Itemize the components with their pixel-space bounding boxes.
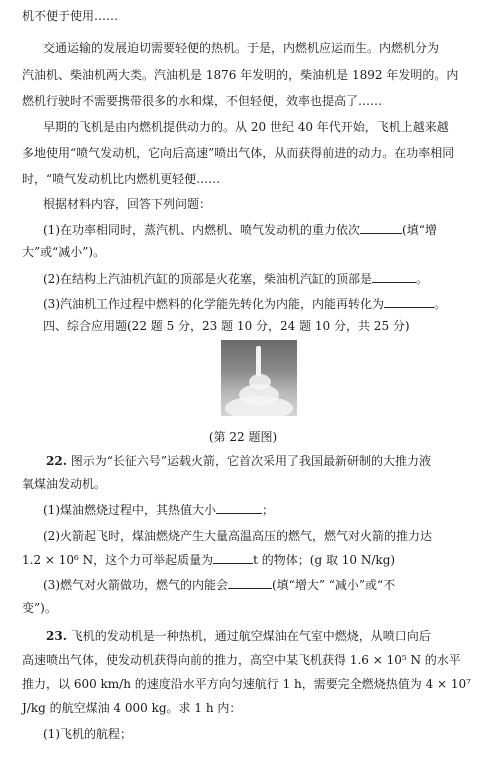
question-3-end: 。 [434,297,447,311]
text-line: 推力，以 600 km/h 的速度沿水平方向匀速航行 1 h，需要完全燃烧热值为 4 × 10⁷ [22,677,471,691]
problem-23 [46,628,486,644]
text-line: 燃机行驶时不需要携带很多的水和煤，不但轻便，效率也提高了…… [22,94,383,108]
question-hint: (填“增大” “减小”或“不 [272,578,396,592]
answer-blank[interactable] [360,221,402,234]
answer-blank[interactable] [213,551,253,564]
question-2 [43,270,486,287]
text-line: J/kg 的航空煤油 4 000 kg。求 1 h 内： [22,701,242,715]
question-text: (1)煤油燃烧过程中，其热值大小 [43,503,216,517]
question-end: ； [262,503,275,517]
question-1-text: (1)在功率相同时，蒸汽机、内燃机、喷气发动机的重力依次 [43,223,361,237]
text-line: 时，“喷气发动机比内燃机更轻便…… [22,172,221,186]
answer-blank[interactable] [216,501,262,514]
text-line: 机不便于使用…… [22,9,119,23]
question-end: t 的物体；(g 取 10 N/kg) [253,553,396,567]
problem-number: 22. [46,454,67,468]
text-line: 汽油机、柴油机两大类。汽油机是 1876 年发明的，柴油机是 1892 年发明的。内 [22,68,459,82]
question-22-3 [43,576,486,593]
text-line: 氧煤油发动机。 [22,477,107,491]
text-line: (1)飞机的航程； [43,727,132,741]
rocket-launch-photo [221,340,297,416]
question-3-text: (3)汽油机工作过程中燃料的化学能先转化为内能，内能再转化为 [43,297,385,311]
question-text: (3)燃气对火箭做功，燃气的内能会 [43,578,228,592]
text-line: 交通运输的发展迫切需要轻便的热机。于是，内燃机应运而生。内燃机分为 [43,41,440,55]
problem-number: 23. [46,629,67,643]
text-line: (2)火箭起飞时，煤油燃烧产生大量高温高压的燃气，燃气对火箭的推力达 [43,529,433,543]
text-line: 高速喷出气体，使发动机获得向前的推力，高空中某飞机获得 1.6 × 10⁵ N 的水平 [22,653,461,667]
question-3 [43,295,486,312]
problem-22-text: 图示为“长征六号”运载火箭，它首次采用了我国最新研制的大推力液 [70,454,431,468]
section-heading: 四、综合应用题(22 题 5 分，23 题 10 分，24 题 10 分，共 25 分) [43,319,410,333]
problem-22 [46,453,486,469]
question-1 [43,221,486,238]
question-22-1 [43,501,486,518]
answer-blank[interactable] [384,295,434,308]
question-text: 1.2 × 10⁶ N，这个力可举起质量为 [22,553,214,567]
question-1-hint: (填“增 [402,223,437,237]
text-line: 早期的飞机是由内燃机提供动力的。从 20 世纪 40 年代开始，飞机上越来越 [43,120,449,134]
problem-23-text: 飞机的发动机是一种热机，通过航空煤油在气室中燃烧，从喷口向后 [70,629,431,643]
text-line: 多地使用“喷气发动机，它向后高速”喷出气体，从而获得前进的动力。在功率相同 [22,146,455,160]
answer-blank[interactable] [372,270,416,283]
figure-caption: (第 22 题图) [208,430,278,444]
question-22-2 [22,551,486,568]
smoke-cloud [225,396,293,416]
question-2-text: (2)在结构上汽油机汽缸的顶部是火花塞，柴油机汽缸的顶部是 [43,272,373,286]
answer-blank[interactable] [228,576,272,589]
question-2-end: 。 [416,272,429,286]
rocket-icon [256,346,261,376]
text-line: 变”)。 [22,601,57,615]
text-line: 大”或“减小”)。 [22,245,106,259]
text-line: 根据材料内容，回答下列问题： [43,197,212,211]
